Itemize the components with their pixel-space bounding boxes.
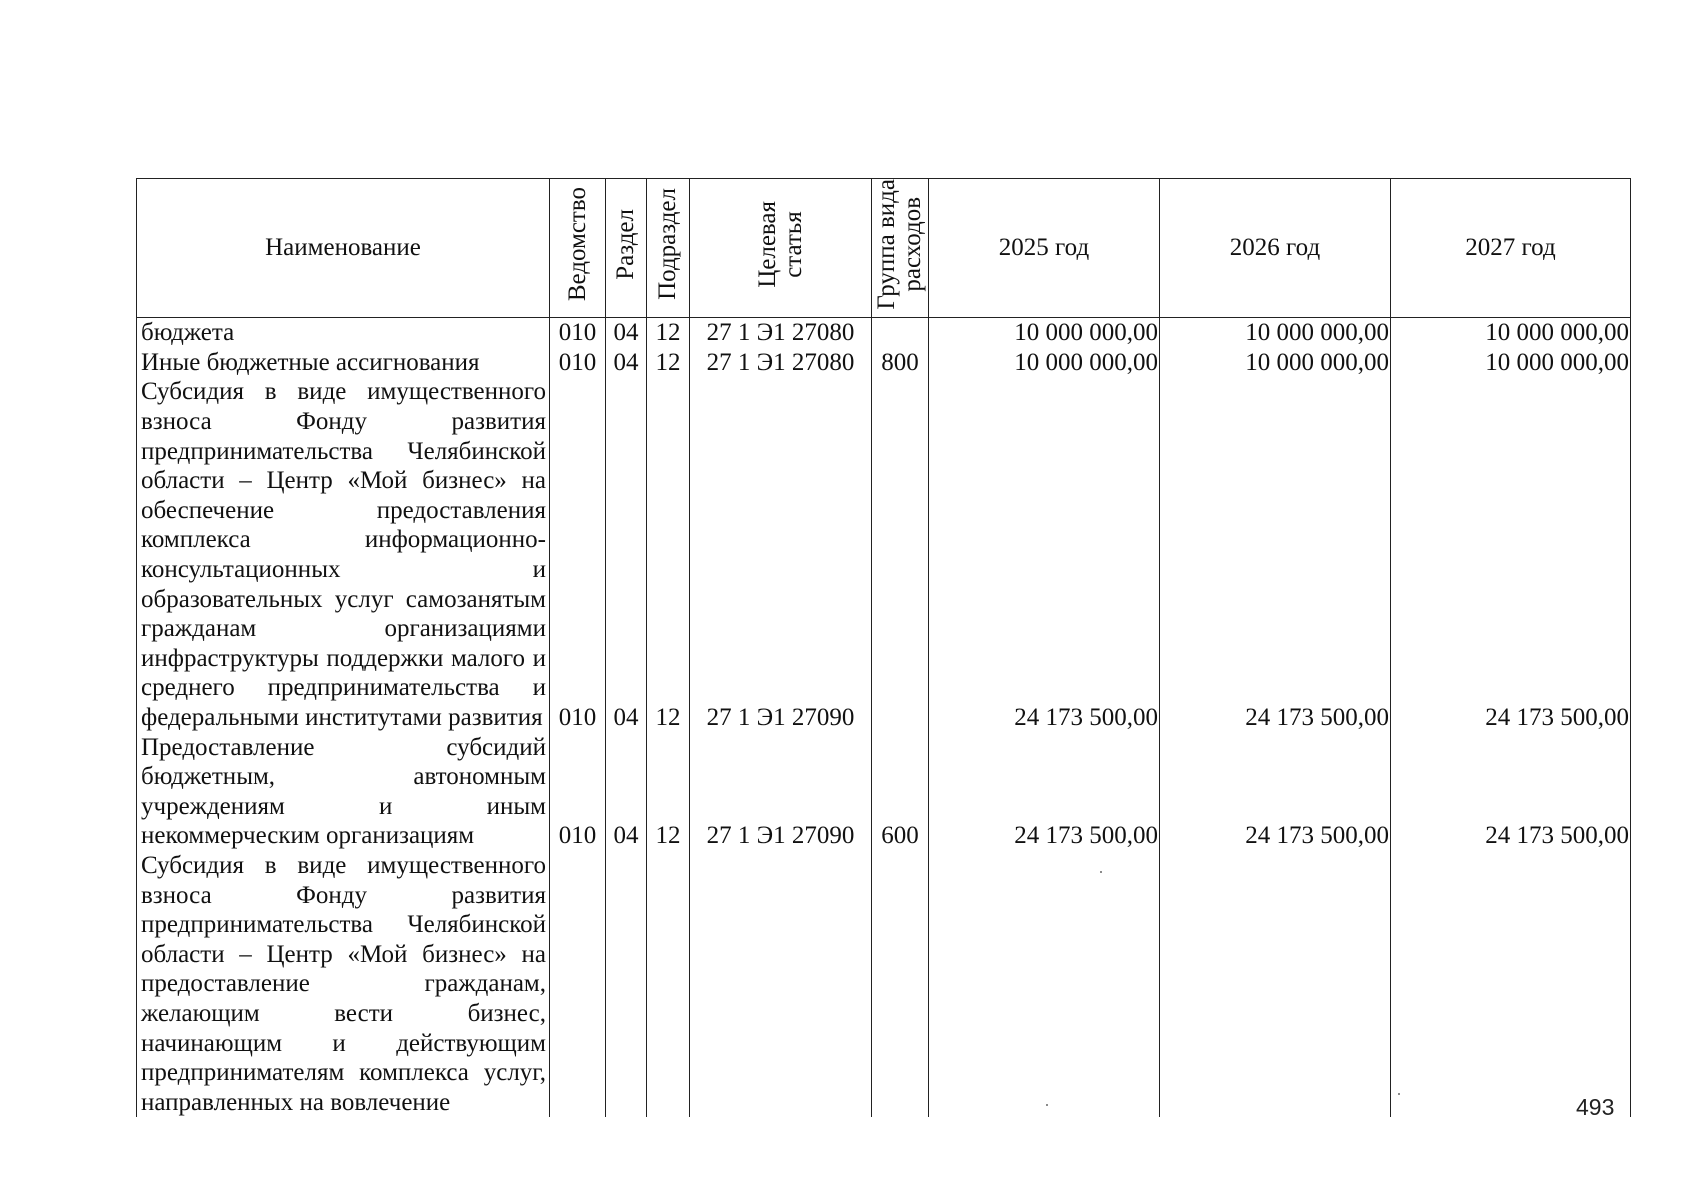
- row-target-article: [690, 851, 872, 1117]
- scan-speck: [1100, 871, 1102, 873]
- table-header-row: [137, 179, 1631, 318]
- row-target-article: 27 1 Э1 27080: [690, 318, 872, 348]
- budget-table: [136, 178, 1631, 1117]
- row-subsection: [647, 851, 690, 1117]
- row-name: Предоставление субсидий бюджетным, автономным учреждениям и иным некоммерческим организациям: [137, 733, 550, 851]
- header-section-label: Раздел: [612, 208, 639, 280]
- header-expense-group-line1: Группа вида: [873, 179, 900, 310]
- header-year-2025-label: 2025 год: [998, 234, 1090, 262]
- header-year-2025: [929, 179, 1160, 318]
- scan-speck: [1398, 1093, 1400, 1095]
- row-subsection: 12: [647, 348, 690, 378]
- row-expense-group: [872, 851, 929, 1117]
- row-department: 010: [550, 318, 606, 348]
- row-name: бюджета: [137, 318, 550, 348]
- row-section: 04: [606, 733, 647, 851]
- row-amount-2027: 24 173 500,00: [1391, 377, 1631, 732]
- row-subsection: 12: [647, 377, 690, 732]
- row-expense-group: [872, 377, 929, 732]
- header-name-label: Наименование: [265, 234, 421, 262]
- row-section: [606, 851, 647, 1117]
- row-department: 010: [550, 348, 606, 378]
- row-expense-group: 600: [872, 733, 929, 851]
- header-target-article-line2: статья: [779, 211, 807, 278]
- row-name: Субсидия в виде имущественного взноса Фонду развития предпринимательства Челябинской области – Центр «Мой бизнес» на обеспечение предоставления комплекса информационно-консультационных и образовательных услуг самозанятым гражданам организациями инфраструктуры поддержки малого и среднего предпринимательства и федеральными институтами развития: [137, 377, 550, 732]
- row-amount-2027: 10 000 000,00: [1391, 348, 1631, 378]
- row-amount-2025: [929, 851, 1160, 1117]
- header-target-article-label: [755, 201, 807, 288]
- row-expense-group: 800: [872, 348, 929, 378]
- row-amount-2026: 10 000 000,00: [1160, 348, 1391, 378]
- row-amount-2025: 10 000 000,00: [929, 348, 1160, 378]
- row-department: 010: [550, 377, 606, 732]
- row-section: 04: [606, 318, 647, 348]
- row-target-article: 27 1 Э1 27090: [690, 733, 872, 851]
- row-amount-2025: 10 000 000,00: [929, 318, 1160, 348]
- header-year-2027-label: 2027 год: [1465, 234, 1556, 262]
- table-row: [137, 851, 1631, 1117]
- header-expense-group-line2: расходов: [899, 196, 926, 292]
- row-amount-2027: 10 000 000,00: [1391, 318, 1631, 348]
- header-department-label: Ведомство: [563, 187, 591, 302]
- row-expense-group: [872, 318, 929, 348]
- row-amount-2027: [1391, 851, 1631, 1117]
- header-target-article: [690, 179, 872, 318]
- row-amount-2026: 24 173 500,00: [1160, 377, 1391, 732]
- row-department: 010: [550, 733, 606, 851]
- row-section: 04: [606, 377, 647, 732]
- header-target-article-line1: Целевая: [753, 200, 781, 288]
- row-amount-2026: 24 173 500,00: [1160, 733, 1391, 851]
- table-row: [137, 318, 1631, 348]
- header-year-2026-label: 2026 год: [1229, 234, 1321, 262]
- table-row: [137, 377, 1631, 732]
- row-target-article: 27 1 Э1 27080: [690, 348, 872, 378]
- row-amount-2025: 24 173 500,00: [929, 377, 1160, 732]
- row-name: Субсидия в виде имущественного взноса Фонду развития предпринимательства Челябинской области – Центр «Мой бизнес» на предоставление гражданам, желающим вести бизнес, начинающим и действующим предпринимателям комплекса услуг, направленных на вовлечение: [137, 851, 550, 1117]
- row-target-article: 27 1 Э1 27090: [690, 377, 872, 732]
- row-section: 04: [606, 348, 647, 378]
- header-subsection-label: Подраздел: [654, 188, 681, 301]
- row-subsection: 12: [647, 733, 690, 851]
- header-year-2026: [1160, 179, 1391, 318]
- scan-speck: [1046, 1104, 1048, 1106]
- row-amount-2026: [1160, 851, 1391, 1117]
- header-name: [137, 179, 550, 318]
- header-expense-group-label: [874, 179, 926, 310]
- header-section: [606, 179, 647, 318]
- table-row: [137, 733, 1631, 851]
- header-year-2027: [1391, 179, 1631, 318]
- row-amount-2027: 24 173 500,00: [1391, 733, 1631, 851]
- row-amount-2025: 24 173 500,00: [929, 733, 1160, 851]
- page-number: 493: [1576, 1094, 1615, 1120]
- header-subsection: [647, 179, 690, 318]
- row-name: Иные бюджетные ассигнования: [137, 348, 550, 378]
- row-subsection: 12: [647, 318, 690, 348]
- row-amount-2026: 10 000 000,00: [1160, 318, 1391, 348]
- row-department: [550, 851, 606, 1117]
- table-row: [137, 348, 1631, 378]
- header-department: [550, 179, 606, 318]
- header-expense-group: [872, 179, 929, 318]
